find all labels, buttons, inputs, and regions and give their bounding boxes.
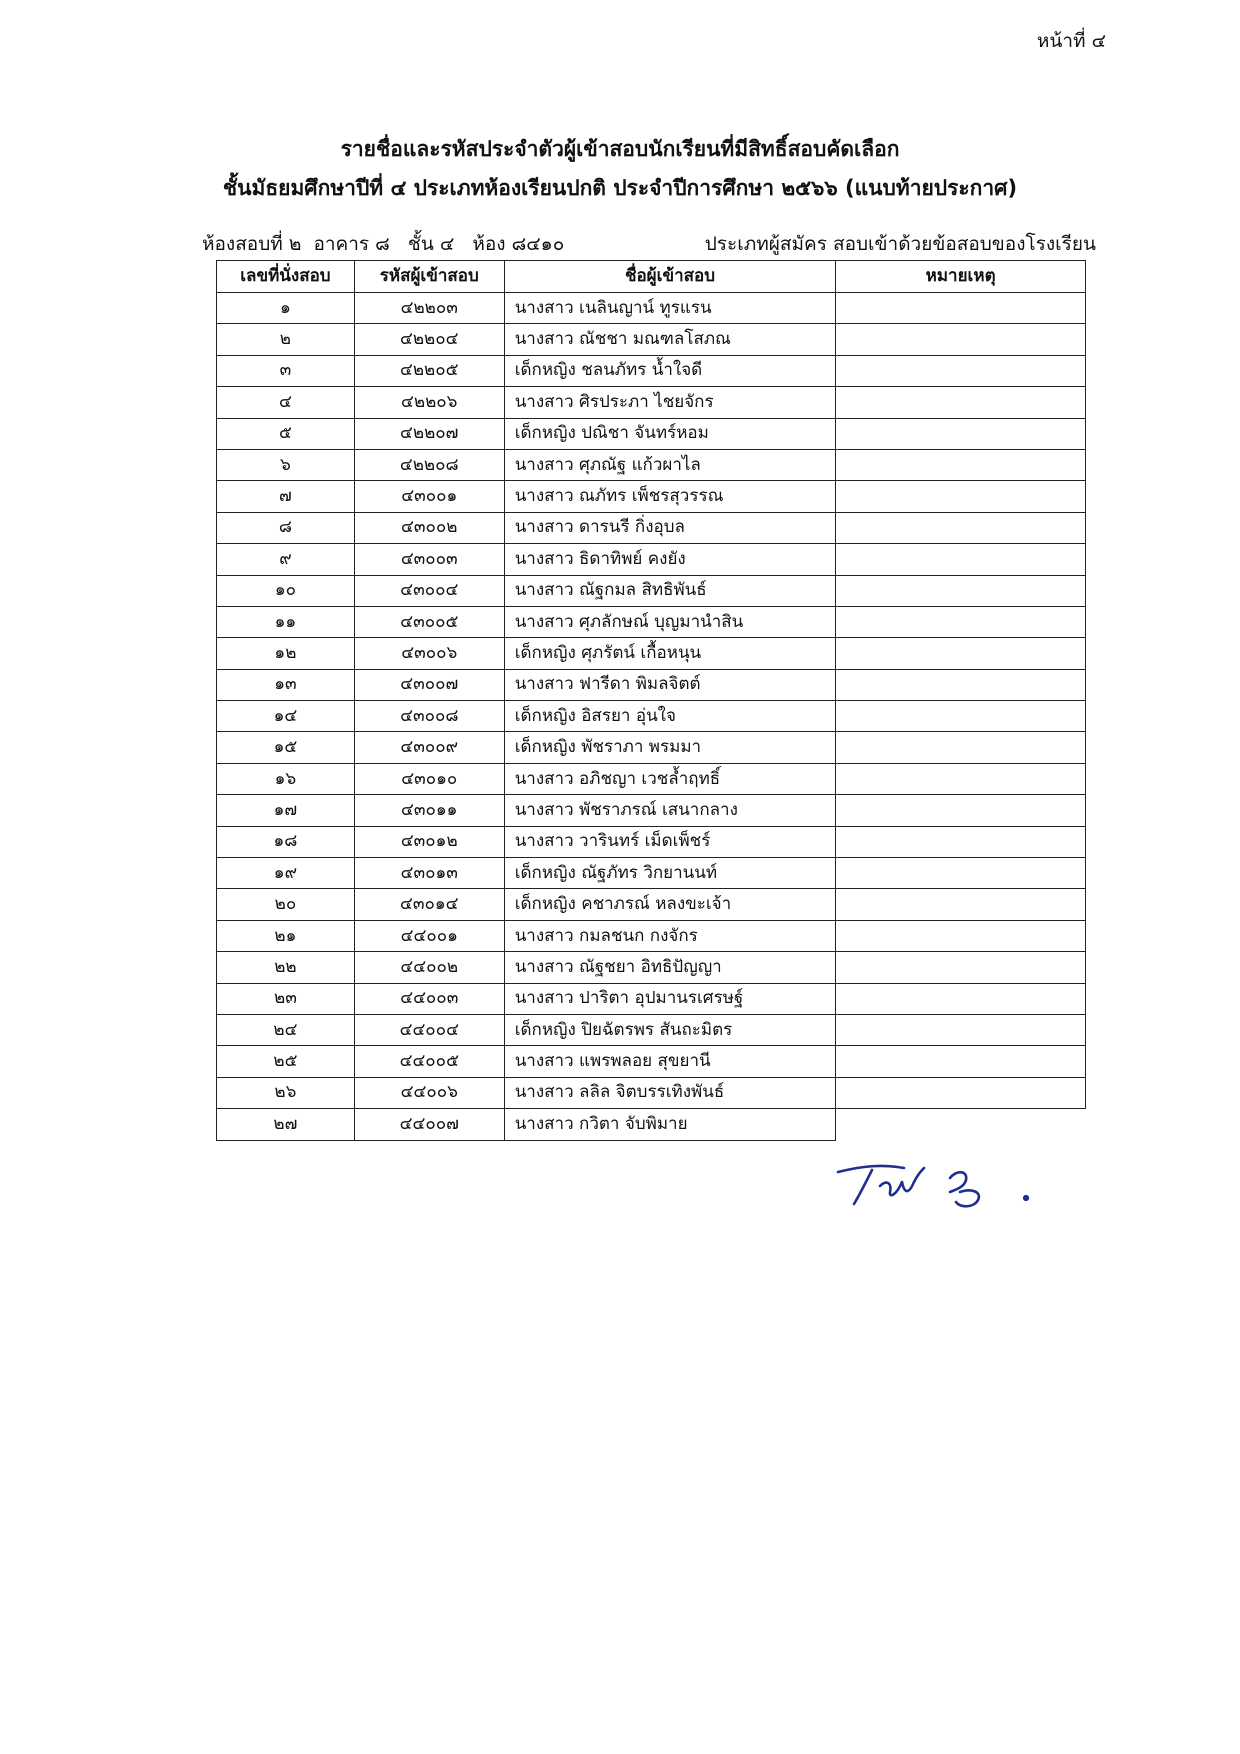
remark-cell [836, 1109, 1086, 1140]
header-remark: หมายเหตุ [836, 261, 1086, 293]
remark-cell [836, 638, 1086, 669]
remark-cell [836, 763, 1086, 794]
header-examinee-name: ชื่อผู้เข้าสอบ [504, 261, 836, 293]
page-number: หน้าที่ ๔ [1036, 30, 1106, 52]
examinee-code-cell: ๔๓๐๐๖ [354, 638, 504, 669]
table-row [217, 669, 1086, 700]
table-row [217, 293, 1086, 324]
examinee-name-cell: นางสาว กมลชนก กงจักร [504, 920, 836, 951]
remark-cell [836, 732, 1086, 763]
table-row [217, 606, 1086, 637]
examinee-code-cell: ๔๓๐๐๓ [354, 544, 504, 575]
examinee-code-cell: ๔๒๒๐๔ [354, 324, 504, 355]
table-row [217, 1109, 1086, 1140]
remark-cell [836, 669, 1086, 700]
seat-number-cell: ๑๐ [217, 575, 355, 606]
applicant-type: ประเภทผู้สมัคร สอบเข้าด้วยข้อสอบของโรงเรียน [704, 233, 1096, 255]
examinee-code-cell: ๔๒๒๐๕ [354, 355, 504, 386]
header-examinee-code: รหัสผู้เข้าสอบ [354, 261, 504, 293]
seat-number-cell: ๑๑ [217, 606, 355, 637]
examinee-code-cell: ๔๒๒๐๖ [354, 387, 504, 418]
table-row [217, 732, 1086, 763]
examinee-code-cell: ๔๓๐๐๒ [354, 512, 504, 543]
examinee-table [216, 260, 1086, 1141]
seat-number-cell: ๒ [217, 324, 355, 355]
seat-number-cell: ๑๕ [217, 732, 355, 763]
table-row [217, 638, 1086, 669]
seat-number-cell: ๒๗ [217, 1109, 355, 1140]
remark-cell [836, 920, 1086, 951]
examinee-name-cell: นางสาว ศุภณัฐ แก้วผาไล [504, 449, 836, 480]
remark-cell [836, 606, 1086, 637]
examinee-code-cell: ๔๓๐๑๑ [354, 795, 504, 826]
remark-cell [836, 1046, 1086, 1077]
examinee-code-cell: ๔๔๐๐๒ [354, 952, 504, 983]
remark-cell [836, 355, 1086, 386]
remark-cell [836, 512, 1086, 543]
seat-number-cell: ๒๕ [217, 1046, 355, 1077]
remark-cell [836, 952, 1086, 983]
remark-cell [836, 387, 1086, 418]
examinee-name-cell: นางสาว เนลินญาน์ ทูรแรน [504, 293, 836, 324]
examinee-code-cell: ๔๒๒๐๗ [354, 418, 504, 449]
examinee-code-cell: ๔๔๐๐๕ [354, 1046, 504, 1077]
table-row [217, 920, 1086, 951]
examinee-name-cell: เด็กหญิง ชลนภัทร น้ำใจดี [504, 355, 836, 386]
room-info: ห้องสอบที่ ๒ อาคาร ๘ ชั้น ๔ ห้อง ๘๔๑๐ [202, 233, 565, 255]
table-row [217, 449, 1086, 480]
seat-number-cell: ๔ [217, 387, 355, 418]
remark-cell [836, 701, 1086, 732]
remark-cell [836, 795, 1086, 826]
table-row [217, 952, 1086, 983]
examinee-code-cell: ๔๓๐๐๑ [354, 481, 504, 512]
table-row [217, 324, 1086, 355]
table-row [217, 387, 1086, 418]
examinee-code-cell: ๔๔๐๐๑ [354, 920, 504, 951]
examinee-name-cell: นางสาว ศุภลักษณ์ บุญมานำสิน [504, 606, 836, 637]
examinee-name-cell: นางสาว ฟารีดา พิมลจิตต์ [504, 669, 836, 700]
seat-number-cell: ๒๒ [217, 952, 355, 983]
remark-cell [836, 324, 1086, 355]
examinee-code-cell: ๔๔๐๐๖ [354, 1077, 504, 1108]
table-row [217, 1077, 1086, 1108]
remark-cell [836, 418, 1086, 449]
examinee-name-cell: นางสาว ณัชชา มณฑลโสภณ [504, 324, 836, 355]
examinee-name-cell: เด็กหญิง คชาภรณ์ หลงขะเจ้า [504, 889, 836, 920]
handwritten-signature [832, 1152, 1042, 1212]
seat-number-cell: ๑๘ [217, 826, 355, 857]
table-row [217, 1014, 1086, 1045]
examinee-code-cell: ๔๒๒๐๘ [354, 449, 504, 480]
table-body [217, 293, 1086, 1141]
table-row [217, 795, 1086, 826]
examinee-name-cell: นางสาว ศิรประภา ไชยจักร [504, 387, 836, 418]
table-row [217, 889, 1086, 920]
examinee-code-cell: ๔๒๒๐๓ [354, 293, 504, 324]
seat-number-cell: ๖ [217, 449, 355, 480]
seat-number-cell: ๑๓ [217, 669, 355, 700]
examinee-name-cell: เด็กหญิง ศุภรัตน์ เกื้อหนุน [504, 638, 836, 669]
examinee-name-cell: เด็กหญิง ปณิชา จันทร์หอม [504, 418, 836, 449]
table-row [217, 481, 1086, 512]
seat-number-cell: ๑๗ [217, 795, 355, 826]
examinee-code-cell: ๔๓๐๐๗ [354, 669, 504, 700]
examinee-code-cell: ๔๔๐๐๓ [354, 983, 504, 1014]
examinee-name-cell: นางสาว ณัฐชยา อิทธิปัญญา [504, 952, 836, 983]
examinee-name-cell: นางสาว อภิชญา เวชล้ำฤทธิ์ [504, 763, 836, 794]
table-row [217, 512, 1086, 543]
document-title-line-1: รายชื่อและรหัสประจำตัวผู้เข้าสอบนักเรียนที่มีสิทธิ์สอบคัดเลือก [340, 137, 900, 161]
table-row [217, 858, 1086, 889]
seat-number-cell: ๓ [217, 355, 355, 386]
seat-number-cell: ๑๒ [217, 638, 355, 669]
examinee-code-cell: ๔๓๐๑๔ [354, 889, 504, 920]
table-row [217, 1046, 1086, 1077]
remark-cell [836, 1014, 1086, 1045]
seat-number-cell: ๑๔ [217, 701, 355, 732]
remark-cell [836, 983, 1086, 1014]
remark-cell [836, 293, 1086, 324]
table-row [217, 763, 1086, 794]
examinee-name-cell: เด็กหญิง อิสรยา อุ่นใจ [504, 701, 836, 732]
examinee-code-cell: ๔๓๐๑๐ [354, 763, 504, 794]
examinee-name-cell: เด็กหญิง ณัฐภัทร วิกยานนท์ [504, 858, 836, 889]
seat-number-cell: ๒๐ [217, 889, 355, 920]
seat-number-cell: ๑๖ [217, 763, 355, 794]
examinee-name-cell: นางสาว แพรพลอย สุขยานี [504, 1046, 836, 1077]
header-seat-number: เลขที่นั่งสอบ [217, 261, 355, 293]
seat-number-cell: ๑๙ [217, 858, 355, 889]
examinee-name-cell: นางสาว ลลิล จิตบรรเทิงพันธ์ [504, 1077, 836, 1108]
seat-number-cell: ๒๖ [217, 1077, 355, 1108]
seat-number-cell: ๕ [217, 418, 355, 449]
table-row [217, 983, 1086, 1014]
examinee-name-cell: นางสาว พัชราภรณ์ เสนากลาง [504, 795, 836, 826]
document-title-line-2: ชั้นมัธยมศึกษาปีที่ ๔ ประเภทห้องเรียนปกติ ประจำปีการศึกษา ๒๕๖๖ (แนบท้ายประกาศ) [222, 176, 1018, 200]
examinee-name-cell: นางสาว ธิดาทิพย์ คงยัง [504, 544, 836, 575]
examinee-code-cell: ๔๔๐๐๗ [354, 1109, 504, 1140]
examinee-code-cell: ๔๓๐๐๕ [354, 606, 504, 637]
seat-number-cell: ๒๓ [217, 983, 355, 1014]
remark-cell [836, 481, 1086, 512]
seat-number-cell: ๑ [217, 293, 355, 324]
remark-cell [836, 575, 1086, 606]
seat-number-cell: ๙ [217, 544, 355, 575]
examinee-name-cell: นางสาว ปาริตา อุปมานรเศรษฐ์ [504, 983, 836, 1014]
examinee-name-cell: นางสาว ดารนรี กิ่งอุบล [504, 512, 836, 543]
examinee-code-cell: ๔๓๐๐๙ [354, 732, 504, 763]
examinee-code-cell: ๔๓๐๐๘ [354, 701, 504, 732]
remark-cell [836, 858, 1086, 889]
examinee-name-cell: เด็กหญิง ปิยฉัตรพร สันถะมิตร [504, 1014, 836, 1045]
table-row [217, 355, 1086, 386]
table-row [217, 544, 1086, 575]
table-header-row [217, 261, 1086, 293]
table-row [217, 826, 1086, 857]
remark-cell [836, 544, 1086, 575]
examinee-code-cell: ๔๓๐๑๒ [354, 826, 504, 857]
examinee-code-cell: ๔๓๐๑๓ [354, 858, 504, 889]
seat-number-cell: ๒๑ [217, 920, 355, 951]
table-row [217, 575, 1086, 606]
examinee-name-cell: นางสาว ณัฐกมล สิทธิพันธ์ [504, 575, 836, 606]
table-row [217, 701, 1086, 732]
remark-cell [836, 889, 1086, 920]
examinee-name-cell: นางสาว ณภัทร เพ็ชรสุวรรณ [504, 481, 836, 512]
seat-number-cell: ๘ [217, 512, 355, 543]
examinee-code-cell: ๔๓๐๐๔ [354, 575, 504, 606]
seat-number-cell: ๗ [217, 481, 355, 512]
seat-number-cell: ๒๔ [217, 1014, 355, 1045]
examinee-name-cell: เด็กหญิง พัชราภา พรมมา [504, 732, 836, 763]
examinee-name-cell: นางสาว กวิตา จับพิมาย [504, 1109, 836, 1140]
examinee-name-cell: นางสาว วารินทร์ เม็ดเพ็ชร์ [504, 826, 836, 857]
remark-cell [836, 449, 1086, 480]
remark-cell [836, 826, 1086, 857]
examinee-code-cell: ๔๔๐๐๔ [354, 1014, 504, 1045]
remark-cell [836, 1077, 1086, 1108]
table-row [217, 418, 1086, 449]
